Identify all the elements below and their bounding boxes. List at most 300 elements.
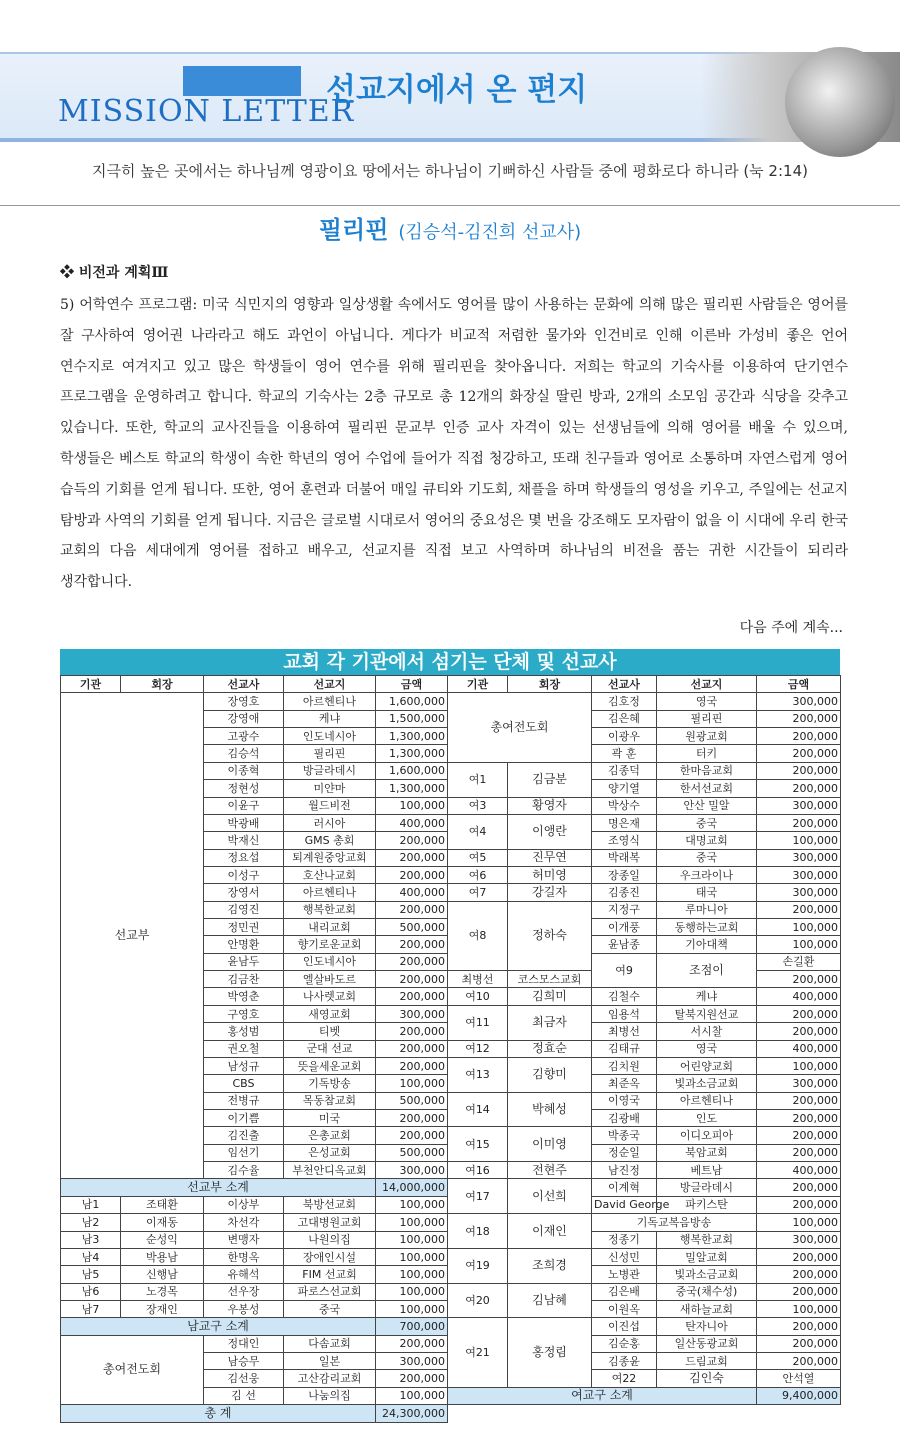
table-cell: 200,000 <box>757 901 841 918</box>
table-cell: 터키 <box>657 745 757 762</box>
table-cell: 200,000 <box>376 1023 448 1040</box>
table-cell: 유해석 <box>204 1266 284 1283</box>
group-label: 여5 <box>448 849 508 866</box>
table-cell: 김종덕 <box>592 762 657 779</box>
table-cell: 박용남 <box>121 1248 204 1265</box>
table-cell: 200,000 <box>376 1335 448 1352</box>
table-cell: 이계혁 <box>592 1179 657 1196</box>
table-cell: 전병규 <box>204 1092 284 1109</box>
president-cell: 홍정림 <box>508 1318 592 1387</box>
table-cell: 남7 <box>61 1300 121 1317</box>
table-cell: 김금찬 <box>204 971 284 988</box>
table-cell: 김은혜 <box>592 710 657 727</box>
table-cell: 남진정 <box>592 1162 657 1179</box>
table-cell: 퇴계원중앙교회 <box>284 849 376 866</box>
table-cell: 북암교회 <box>657 1144 757 1161</box>
table-cell: 인도네시아 <box>284 728 376 745</box>
table-cell: 영국 <box>657 1040 757 1057</box>
table-cell: 권오철 <box>204 1040 284 1057</box>
president-cell: 박혜성 <box>508 1092 592 1127</box>
table-cell: 신성민 <box>592 1248 657 1265</box>
table-cell: 이성구 <box>204 866 284 883</box>
president-cell: 이미영 <box>508 1127 592 1162</box>
column-header: 금액 <box>757 676 841 693</box>
president-cell: 최금자 <box>508 1005 592 1040</box>
table-cell: 아르헨티나 <box>284 693 376 710</box>
group-label: 여8 <box>448 901 508 970</box>
table-cell: 조영식 <box>592 832 657 849</box>
table-cell: 김호정 <box>592 693 657 710</box>
table-cell: 장영호 <box>204 693 284 710</box>
table-cell: 200,000 <box>757 745 841 762</box>
table-cell: 미얀마 <box>284 780 376 797</box>
table-cell: 100,000 <box>757 1300 841 1317</box>
group-label: 여15 <box>448 1127 508 1162</box>
table-cell: 인도네시아 <box>284 953 376 970</box>
table-cell: 고산감리교회 <box>284 1370 376 1387</box>
table-cell: 새영교회 <box>284 1005 376 1022</box>
group-label: 여16 <box>448 1162 508 1179</box>
table-cell: 김광배 <box>592 1109 657 1126</box>
table-cell: 김치원 <box>592 1057 657 1074</box>
table-cell: 일본 <box>284 1353 376 1370</box>
table-cell: 일산동광교회 <box>657 1335 757 1352</box>
president-cell: 이앵란 <box>508 814 592 849</box>
table-cell: 남6 <box>61 1283 121 1300</box>
subtotal-amount: 24,300,000 <box>376 1405 448 1423</box>
table-header-row <box>61 676 841 693</box>
table-cell: 이종혁 <box>204 762 284 779</box>
table-cell: 200,000 <box>757 1335 841 1352</box>
table-row <box>61 1179 841 1196</box>
table-cell: 300,000 <box>376 1005 448 1022</box>
table-cell: 최병선 <box>448 971 508 988</box>
table-cell: 임용석 <box>592 1005 657 1022</box>
table-cell: 200,000 <box>757 1005 841 1022</box>
table-cell: 군대 선교 <box>284 1040 376 1057</box>
table-cell: 고광수 <box>204 728 284 745</box>
subtotal-label: 여교구 소계 <box>448 1387 757 1404</box>
table-cell: 안석열 <box>757 1370 841 1387</box>
table-cell: 행복한교회 <box>657 1231 757 1248</box>
table-row <box>61 1283 841 1300</box>
table-cell: GMS 총회 <box>284 832 376 849</box>
table-cell: 200,000 <box>757 762 841 779</box>
table-cell: 러시아 <box>284 814 376 831</box>
table-cell: 1,500,000 <box>376 710 448 727</box>
table-cell: 200,000 <box>757 1318 841 1335</box>
table-cell: 김은배 <box>592 1283 657 1300</box>
table-cell: 200,000 <box>757 1144 841 1161</box>
table-cell: 100,000 <box>376 1231 448 1248</box>
table-cell: 필리핀 <box>657 710 757 727</box>
table-cell: 아르헨티나 <box>657 1092 757 1109</box>
table-cell: 이원옥 <box>592 1300 657 1317</box>
table-cell: 파키스탄 <box>657 1196 757 1213</box>
table-cell: 남3 <box>61 1231 121 1248</box>
table-cell: 200,000 <box>376 953 448 970</box>
table-cell: 변맹자 <box>204 1231 284 1248</box>
table-cell: 김순홍 <box>592 1335 657 1352</box>
column-header: 기관 <box>448 676 508 693</box>
table-cell: 아르헨티나 <box>284 884 376 901</box>
table-cell: 기독교복음방송 <box>592 1214 757 1231</box>
donation-table <box>60 675 841 1423</box>
table-cell: 장영서 <box>204 884 284 901</box>
table-cell: 100,000 <box>757 1057 841 1074</box>
table-cell: 필리핀 <box>284 745 376 762</box>
table-title: 교회 각 기관에서 섬기는 단체 및 선교사 <box>60 649 840 675</box>
table-cell: 1,600,000 <box>376 762 448 779</box>
article-title <box>0 210 900 245</box>
table-cell: 구영호 <box>204 1005 284 1022</box>
table-cell: 원광교회 <box>657 728 757 745</box>
table-cell: 태국 <box>657 884 757 901</box>
table-cell: 남성규 <box>204 1057 284 1074</box>
table-cell: 노경목 <box>121 1283 204 1300</box>
president-cell: 강길자 <box>508 884 592 901</box>
president-cell: 정하숙 <box>508 901 592 970</box>
table-cell: 베트남 <box>657 1162 757 1179</box>
globe-sphere <box>785 47 895 157</box>
president-cell: 김금분 <box>508 762 592 797</box>
table-cell: 은총교회 <box>284 1127 376 1144</box>
table-cell: 200,000 <box>757 1179 841 1196</box>
table-cell: 최병선 <box>592 1023 657 1040</box>
president-cell: 허미영 <box>508 866 592 883</box>
table-cell: 정요섭 <box>204 849 284 866</box>
group-label: 여6 <box>448 866 508 883</box>
group-label: 여10 <box>448 988 508 1005</box>
president-cell: 이재인 <box>508 1214 592 1249</box>
table-cell: 홍성범 <box>204 1023 284 1040</box>
table-cell: 방글라데시 <box>284 762 376 779</box>
table-cell: 400,000 <box>757 1040 841 1057</box>
group-label: 여20 <box>448 1283 508 1318</box>
mission-letter-logo: MISSION LETTER <box>58 94 355 129</box>
column-header: 기관 <box>61 676 121 693</box>
table-cell: 박영춘 <box>204 988 284 1005</box>
president-cell: 진무연 <box>508 849 592 866</box>
table-cell: 나원의집 <box>284 1231 376 1248</box>
table-cell: 400,000 <box>757 988 841 1005</box>
table-cell: 순성익 <box>121 1231 204 1248</box>
table-cell: 김선웅 <box>204 1370 284 1387</box>
table-cell: 300,000 <box>757 884 841 901</box>
table-cell: 최준옥 <box>592 1075 657 1092</box>
table-cell: 김진출 <box>204 1127 284 1144</box>
table-cell: 케냐 <box>657 988 757 1005</box>
table-cell: 김 선 <box>204 1387 284 1404</box>
president-cell: 정효순 <box>508 1040 592 1057</box>
subtotal-label: 총 계 <box>61 1405 376 1423</box>
group-label: 여22 <box>592 1370 657 1387</box>
table-cell: 200,000 <box>376 849 448 866</box>
table-cell: 200,000 <box>757 1023 841 1040</box>
table-cell: 100,000 <box>376 1266 448 1283</box>
table-cell: 이광우 <box>592 728 657 745</box>
group-label: 총여전도회 <box>448 693 592 762</box>
table-cell: 200,000 <box>376 832 448 849</box>
table-cell: 200,000 <box>757 780 841 797</box>
group-label: 여19 <box>448 1248 508 1283</box>
table-cell: 200,000 <box>376 1057 448 1074</box>
table-cell: 뜻을세운교회 <box>284 1057 376 1074</box>
table-cell: 200,000 <box>376 1370 448 1387</box>
table-cell: 노병관 <box>592 1266 657 1283</box>
table-cell: 정민권 <box>204 919 284 936</box>
column-header: 선교사 <box>204 676 284 693</box>
table-cell: 100,000 <box>757 919 841 936</box>
table-cell: CBS <box>204 1075 284 1092</box>
table-cell: 인도 <box>657 1109 757 1126</box>
table-cell: 200,000 <box>757 1266 841 1283</box>
table-cell: 빛과소금교회 <box>657 1075 757 1092</box>
column-header: 선교지 <box>284 676 376 693</box>
table-cell: 탈북지원선교 <box>657 1005 757 1022</box>
table-cell: 정순일 <box>592 1144 657 1161</box>
table-cell: 서시찰 <box>657 1023 757 1040</box>
president-cell: 김향미 <box>508 1057 592 1092</box>
table-cell: 100,000 <box>376 1075 448 1092</box>
table-cell: 강영애 <box>204 710 284 727</box>
group-label: 여7 <box>448 884 508 901</box>
table-cell: 나눔의집 <box>284 1387 376 1404</box>
table-cell: 300,000 <box>757 1075 841 1092</box>
table-cell: 양기열 <box>592 780 657 797</box>
table-cell: 이기쁨 <box>204 1109 284 1126</box>
divider <box>0 205 900 206</box>
table-cell: 500,000 <box>376 919 448 936</box>
table-cell: 1,300,000 <box>376 745 448 762</box>
page-title: 선교지에서 온 편지 <box>326 72 588 108</box>
table-row <box>61 693 841 710</box>
table-cell: 안산 밀알 <box>657 797 757 814</box>
table-cell: 이디오피아 <box>657 1127 757 1144</box>
table-cell: 밀알교회 <box>657 1248 757 1265</box>
table-cell: 코스모스교회 <box>508 971 592 988</box>
table-row <box>61 1248 841 1265</box>
table-cell: 남4 <box>61 1248 121 1265</box>
table-row <box>61 1318 841 1335</box>
group-label: 여14 <box>448 1092 508 1127</box>
group-label: 총여전도회 <box>61 1335 204 1404</box>
table-cell: 기아대책 <box>657 936 757 953</box>
subtotal-amount: 14,000,000 <box>376 1179 448 1196</box>
table-cell: 손길환 <box>757 953 841 970</box>
table-cell: 200,000 <box>757 971 841 988</box>
group-label: 여11 <box>448 1005 508 1040</box>
table-cell: 1,300,000 <box>376 780 448 797</box>
column-header: 금액 <box>376 676 448 693</box>
table-cell: 100,000 <box>757 936 841 953</box>
subtotal-amount: 9,400,000 <box>757 1387 841 1404</box>
bible-verse: 지극히 높은 곳에서는 하나님께 영광이요 땅에서는 하나님이 기뻐하신 사람들 중에 평화로다 하니라 (눅 2:14) <box>92 162 808 180</box>
table-cell: 300,000 <box>757 866 841 883</box>
table-cell: 케냐 <box>284 710 376 727</box>
table-cell: 200,000 <box>757 728 841 745</box>
table-cell: 100,000 <box>757 832 841 849</box>
table-cell: 기독방송 <box>284 1075 376 1092</box>
table-cell: 임선기 <box>204 1144 284 1161</box>
table-cell: 남1 <box>61 1196 121 1213</box>
table-cell: 김태규 <box>592 1040 657 1057</box>
group-label: 여1 <box>448 762 508 797</box>
table-cell: 장종일 <box>592 866 657 883</box>
table-cell: 윤남두 <box>204 953 284 970</box>
subtotal-label: 선교부 소계 <box>61 1179 376 1196</box>
continued-note: 다음 주에 계속... <box>739 620 843 636</box>
table-cell: 우봉성 <box>204 1300 284 1317</box>
table-cell: 200,000 <box>757 1353 841 1370</box>
group-label: 여21 <box>448 1318 508 1387</box>
table-cell: 김영진 <box>204 901 284 918</box>
article-body: 5) 어학연수 프로그램: 미국 식민지의 영향과 일상생활 속에서도 영어를 많이 사용하는 문화에 의해 많은 필리핀 사람들은 영어를 잘 구사하여 영어권 나라라고 해도 과언이 아닙니다. 게다가 비교적 저렴한 물가와 인건비로 인해 이른바 가성비 좋은 언어 연수지로 여겨지고 있고 많은 학생들이 영어 연수를 위해 필리핀을 찾아옵니다. 저희는 학교의 기숙사를 이용하여 단기연수 프로그램을 운영하려고 합니다. 학교의 기숙사는 2층 규모로 총 12개의 화장실 딸린 방과, 2개의 소모임 공간과 식당을 갖추고 있습니다. 또한, 학교의 교사진들을 이용하여 필리핀 문교부 인증 교사 자격이 있는 선생님들에 의해 영어를 배울 수 있으며, 학생들은 베스토 학교의 학생이 속한 학년의 영어 수업에 들어가 직접 청강하고, 또래 친구들과 영어로 소통하며 자연스럽게 영어 습득의 기회를 얻게 됩니다. 또한, 영어 훈련과 더불어 매일 큐티와 기도회, 채플을 하며 학생들의 영성을 키우고, 주일에는 선교지 탐방과 사역의 기회를 얻게 됩니다. 지금은 글로벌 시대로서 영어의 중요성은 몇 번을 강조해도 모자람이 없을 이 시대에 우리 한국 교회의 다음 세대에게 영어를 접하고 배우고, 선교지를 직접 보고 사역하며 하나님의 비전을 품는 귀한 시간들이 되리라 생각합니다. <box>60 297 848 591</box>
table-cell: 한서선교회 <box>657 780 757 797</box>
table-cell: 이진섭 <box>592 1318 657 1335</box>
table-cell: 200,000 <box>757 1092 841 1109</box>
table-cell: 고대병원교회 <box>284 1214 376 1231</box>
table-cell: 곽 훈 <box>592 745 657 762</box>
table-cell: 100,000 <box>376 1387 448 1404</box>
table-cell: 한명옥 <box>204 1248 284 1265</box>
table-cell: 신행남 <box>121 1266 204 1283</box>
table-cell: 200,000 <box>376 901 448 918</box>
missionary-names: (김승석-김진희 선교사) <box>398 222 582 243</box>
table-cell: 월드비전 <box>284 797 376 814</box>
group-label: 여12 <box>448 1040 508 1057</box>
table-cell: 드림교회 <box>657 1353 757 1370</box>
table-cell: 200,000 <box>757 710 841 727</box>
table-cell: 300,000 <box>757 1231 841 1248</box>
table-cell: 박광배 <box>204 814 284 831</box>
group-label: 여3 <box>448 797 508 814</box>
table-cell: 동행하는교회 <box>657 919 757 936</box>
table-cell: 윤남종 <box>592 936 657 953</box>
table-cell: 루마니아 <box>657 901 757 918</box>
table-cell: 이재동 <box>121 1214 204 1231</box>
table-cell: 이윤구 <box>204 797 284 814</box>
table-cell: 탄자니아 <box>657 1318 757 1335</box>
table-cell: 김수율 <box>204 1162 284 1179</box>
table-cell: 향기로운교회 <box>284 936 376 953</box>
group-label: 여17 <box>448 1179 508 1214</box>
president-cell: 전현주 <box>508 1162 592 1179</box>
table-cell: 미국 <box>284 1109 376 1126</box>
table-cell: 나사렛교회 <box>284 988 376 1005</box>
table-cell: 중국(채수성) <box>657 1283 757 1300</box>
table-row <box>61 1214 841 1231</box>
table-cell: 김승석 <box>204 745 284 762</box>
table-cell: 100,000 <box>376 797 448 814</box>
table-cell: FIM 선교회 <box>284 1266 376 1283</box>
table-cell: 이상부 <box>204 1196 284 1213</box>
table-cell: 엘살바도르 <box>284 971 376 988</box>
section-heading: ❖ 비전과 계획Ⅲ <box>60 265 169 281</box>
table-cell: 장애인시설 <box>284 1248 376 1265</box>
table-cell: 남5 <box>61 1266 121 1283</box>
table-cell: 400,000 <box>376 884 448 901</box>
president-cell: 이선희 <box>508 1179 592 1214</box>
table-cell: 200,000 <box>376 936 448 953</box>
table-cell: 지정구 <box>592 901 657 918</box>
president-cell: 김남혜 <box>508 1283 592 1318</box>
table-cell: 100,000 <box>376 1196 448 1213</box>
table-cell: 빛과소금교회 <box>657 1266 757 1283</box>
table-cell: 대명교회 <box>657 832 757 849</box>
table-row <box>61 1405 841 1423</box>
president-cell: 김희미 <box>508 988 592 1005</box>
table-cell: 500,000 <box>376 1144 448 1161</box>
table-cell: 200,000 <box>757 1127 841 1144</box>
table-cell: 박종국 <box>592 1127 657 1144</box>
table-cell: 400,000 <box>376 814 448 831</box>
table-cell: 200,000 <box>376 971 448 988</box>
table-cell: 100,000 <box>376 1214 448 1231</box>
table-cell: 300,000 <box>376 1162 448 1179</box>
president-cell: 조점이 <box>657 953 757 988</box>
table-cell: 박재신 <box>204 832 284 849</box>
table-cell: 이개풍 <box>592 919 657 936</box>
group-label: 여4 <box>448 814 508 849</box>
table-cell: 1,600,000 <box>376 693 448 710</box>
table-cell: 100,000 <box>376 1283 448 1300</box>
table-cell: 안명환 <box>204 936 284 953</box>
table-cell: 300,000 <box>757 693 841 710</box>
table-cell: 김종진 <box>592 884 657 901</box>
table-cell: 200,000 <box>757 1109 841 1126</box>
table-cell: 파로스선교회 <box>284 1283 376 1300</box>
table-cell: 200,000 <box>757 1283 841 1300</box>
table-cell: 다솜교회 <box>284 1335 376 1352</box>
table-cell: David George <box>592 1196 657 1213</box>
table-cell: 은성교회 <box>284 1144 376 1161</box>
table-cell: 200,000 <box>376 1109 448 1126</box>
column-header: 회장 <box>508 676 592 693</box>
table-cell: 300,000 <box>376 1353 448 1370</box>
table-cell: 정현성 <box>204 780 284 797</box>
table-cell: 새하늘교회 <box>657 1300 757 1317</box>
country-name: 필리핀 <box>318 216 389 244</box>
table-cell: 박래복 <box>592 849 657 866</box>
table-cell: 부천안디옥교회 <box>284 1162 376 1179</box>
table-cell: 내리교회 <box>284 919 376 936</box>
table-cell: 200,000 <box>757 1196 841 1213</box>
table-cell: 중국 <box>657 814 757 831</box>
table-cell: 이영국 <box>592 1092 657 1109</box>
table-cell: 100,000 <box>376 1300 448 1317</box>
table-cell: 티벳 <box>284 1023 376 1040</box>
president-cell: 김인숙 <box>657 1370 757 1387</box>
table-cell: 남2 <box>61 1214 121 1231</box>
column-header: 선교지 <box>657 676 757 693</box>
globe-image <box>700 52 900 142</box>
table-cell: 100,000 <box>376 1248 448 1265</box>
group-label: 여13 <box>448 1057 508 1092</box>
table-cell: 300,000 <box>757 797 841 814</box>
table-cell: 200,000 <box>376 1127 448 1144</box>
table-cell: 중국 <box>284 1300 376 1317</box>
table-cell: 남승무 <box>204 1353 284 1370</box>
table-cell: 행복한교회 <box>284 901 376 918</box>
table-cell: 200,000 <box>376 988 448 1005</box>
table-cell: 어린양교회 <box>657 1057 757 1074</box>
president-cell: 조희경 <box>508 1248 592 1283</box>
table-cell: 정종기 <box>592 1231 657 1248</box>
group-label: 여9 <box>592 953 657 988</box>
table-cell: 한마음교회 <box>657 762 757 779</box>
table-cell: 장재인 <box>121 1300 204 1317</box>
